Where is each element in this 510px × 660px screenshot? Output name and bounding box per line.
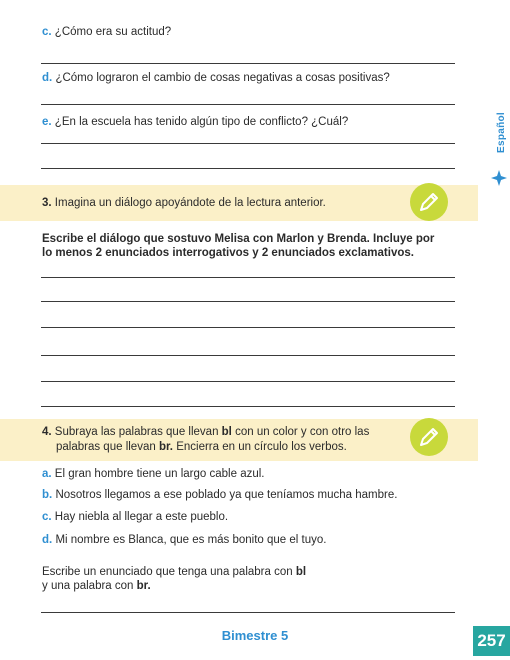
prompt-text: Subraya las palabras que llevan: [54, 426, 222, 438]
answer-line[interactable]: [41, 301, 455, 302]
pencil-icon: [410, 183, 448, 221]
subject-star-icon: [491, 170, 507, 186]
item-text: Hay niebla al llegar a este pueblo.: [54, 511, 229, 523]
prompt-emphasis: br.: [158, 441, 173, 453]
question-c: [42, 26, 171, 38]
page-number: 257: [473, 626, 510, 656]
question-text: ¿Cómo era su actitud?: [54, 26, 172, 38]
activity-4-item-d: [42, 534, 326, 546]
prompt-text: palabras que llevan: [56, 441, 159, 453]
answer-line[interactable]: [41, 143, 455, 144]
instruction-emphasis: br.: [136, 580, 151, 592]
question-letter: d.: [42, 72, 53, 84]
activity-3-instruction-2: lo menos 2 enunciados interrogativos y 2 enunciados exclamativos.: [42, 247, 414, 259]
answer-line[interactable]: [41, 104, 455, 105]
instruction-emphasis: bl: [295, 566, 307, 578]
answer-line[interactable]: [41, 612, 455, 613]
activity-3-instruction-1: Escribe el diálogo que sostuvo Melisa con Marlon y Brenda. Incluye por: [42, 233, 435, 245]
write-instruction-line-2: [42, 580, 151, 592]
question-letter: e.: [42, 116, 52, 128]
item-letter: d.: [42, 534, 53, 546]
activity-4-prompt-line-2: [56, 441, 347, 453]
answer-line[interactable]: [41, 406, 455, 407]
item-text: Mi nombre es Blanca, que es más bonito que el tuyo.: [55, 534, 327, 546]
answer-line[interactable]: [41, 327, 455, 328]
subject-tab-label: Español: [496, 112, 507, 153]
question-d: [42, 72, 390, 84]
answer-line[interactable]: [41, 355, 455, 356]
answer-line[interactable]: [41, 381, 455, 382]
prompt-text: Encierra en un círculo los verbos.: [173, 441, 347, 453]
activity-3-prompt: [42, 197, 326, 209]
question-letter: c.: [42, 26, 52, 38]
item-letter: b.: [42, 489, 53, 501]
footer-bimestre: Bimestre 5: [221, 628, 289, 643]
answer-line[interactable]: [41, 168, 455, 169]
activity-4-prompt-line-1: [42, 426, 369, 438]
prompt-text: con un color y con otro las: [231, 426, 370, 438]
item-letter: c.: [42, 511, 52, 523]
write-instruction-line-1: [42, 566, 306, 578]
activity-number: 3.: [42, 197, 52, 209]
answer-line[interactable]: [41, 277, 455, 278]
question-e: [42, 116, 348, 128]
question-text: ¿Cómo lograron el cambio de cosas negativas a cosas positivas?: [55, 72, 390, 84]
activity-prompt-text: Imagina un diálogo apoyándote de la lectura anterior.: [54, 197, 326, 209]
instruction-text: Escribe un enunciado que tenga una palabra con: [42, 566, 296, 578]
pencil-icon: [410, 418, 448, 456]
answer-line[interactable]: [41, 63, 455, 64]
item-text: El gran hombre tiene un largo cable azul.: [54, 468, 265, 480]
item-letter: a.: [42, 468, 52, 480]
prompt-emphasis: bl: [221, 426, 232, 438]
question-text: ¿En la escuela has tenido algún tipo de conflicto? ¿Cuál?: [54, 116, 349, 128]
activity-4-item-b: [42, 489, 397, 501]
activity-4-item-c: [42, 511, 228, 523]
activity-number: 4.: [42, 426, 52, 438]
instruction-text: y una palabra con: [42, 580, 137, 592]
item-text: Nosotros llegamos a ese poblado ya que teníamos mucha hambre.: [55, 489, 398, 501]
activity-4-item-a: [42, 468, 264, 480]
